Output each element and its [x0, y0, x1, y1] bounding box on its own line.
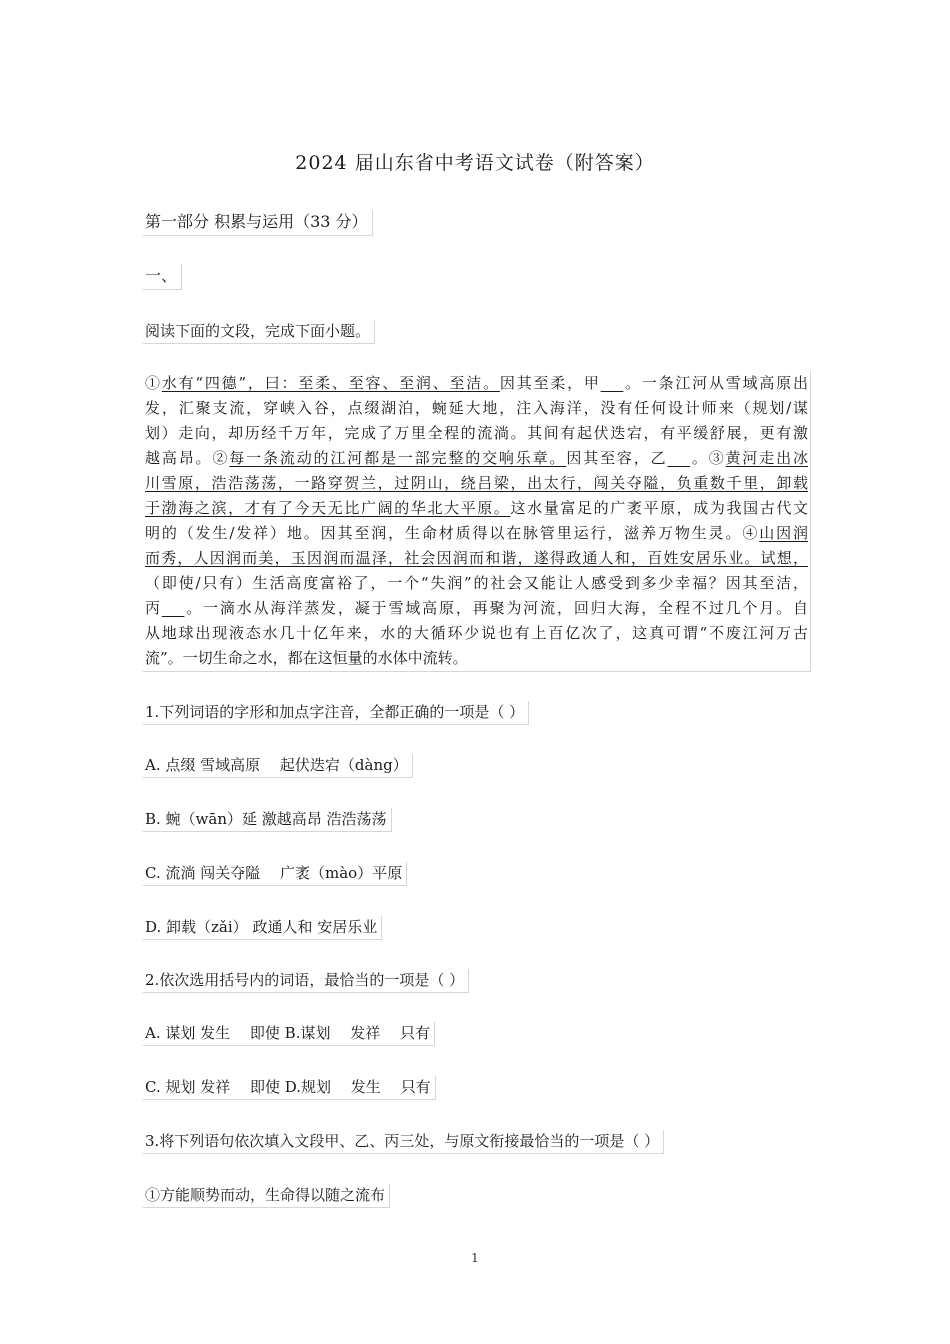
question-1-option-b: B. 蜿（wān）延 激越高昂 浩浩荡荡 — [143, 808, 392, 832]
blank-bing: ___ — [161, 599, 185, 617]
passage-line: 而秀，人因润而美，玉因润而温泽，社会因润而和谐，遂得政通人和，百姓安居乐业。试想， — [145, 549, 808, 567]
question-2-options-ab: A. 谋划 发生 即使 B.谋划 发祥 只有 — [143, 1022, 435, 1046]
underlined-sentence: 水有“四德”，曰：至柔、至容、至润、至洁。 — [161, 374, 500, 392]
passage-line: ①水有“四德”，曰：至柔、至容、至润、至洁。因其至柔，甲___。一条江河从雪域高原出 — [145, 374, 808, 392]
blank-yi: ___ — [667, 449, 690, 467]
part-label: 一、 — [143, 264, 182, 290]
passage-line: 川雪原，浩浩荡荡，一路穿贺兰，过阴山，绕吕梁，出太行，闯关夺隘，负重数千里，卸载 — [145, 474, 808, 492]
passage-line: 从地球出现液态水几十亿年来，水的大循环少说也有上百亿次了，这真可谓“不废江河万古 — [145, 624, 808, 642]
reading-passage — [143, 371, 811, 672]
underlined-sentence: 每一条流动的江河都是一部完整的交响乐章。 — [229, 449, 567, 467]
page-number: 1 — [471, 1251, 479, 1265]
passage-line: 越高昂。②每一条流动的江河都是一部完整的交响乐章。因其至容，乙___。③黄河走出冰 — [145, 449, 808, 467]
passage-line: 明的（发生/发祥）地。因其至润，生命材质得以在脉管里运行，滋养万物生灵。④山因润 — [145, 524, 808, 542]
question-1-option-a: A. 点缀 雪域高原 起伏迭宕（dàng） — [143, 754, 413, 778]
passage-line: 丙___。一滴水从海洋蒸发，凝于雪域高原，再聚为河流，回归大海，全程不过几个月。自 — [145, 599, 808, 617]
question-1-option-c: C. 流淌 闯关夺隘 广袤（mào）平原 — [143, 862, 407, 886]
question-3: 3.将下列语句依次填入文段甲、乙、丙三处，与原文衔接最恰当的一项是（ ） — [143, 1130, 664, 1154]
question-1: 1.下列词语的字形和加点字注音，全都正确的一项是（ ） — [143, 701, 529, 725]
passage-line: （即使/只有）生活高度富裕了，一个“失润”的社会又能让人感受到多少幸福？因其至洁， — [145, 574, 808, 592]
passage-line: 发，汇聚支流，穿峡入谷，点缀湖泊，蜿延大地，注入海洋，没有任何设计师来（规划/谋 — [145, 399, 808, 417]
question-2-options-cd: C. 规划 发祥 即使 D.规划 发生 只有 — [143, 1076, 436, 1100]
passage-line: 划）走向，却历经千万年，完成了万里全程的流淌。其间有起伏迭宕，有平缓舒展，更有激 — [145, 424, 808, 442]
blank-jia: ___ — [600, 374, 624, 392]
section-heading: 第一部分 积累与运用（33 分） — [143, 210, 373, 236]
passage-line: 流”。一切生命之水，都在这恒量的水体中流转。 — [145, 649, 468, 667]
reading-instruction: 阅读下面的文段，完成下面小题。 — [143, 320, 375, 344]
question-3-item-1: ①方能顺势而动，生命得以随之流布 — [143, 1184, 390, 1208]
document-title: 2024 届山东省中考语文试卷（附答案） — [295, 152, 655, 174]
question-1-option-d: D. 卸载（zǎi） 政通人和 安居乐业 — [143, 916, 382, 940]
question-2: 2.依次选用括号内的词语，最恰当的一项是（ ） — [143, 969, 469, 993]
passage-line: 于渤海之滨，才有了今天无比广阔的华北大平原。这水量富足的广袤平原，成为我国古代文 — [145, 499, 808, 517]
